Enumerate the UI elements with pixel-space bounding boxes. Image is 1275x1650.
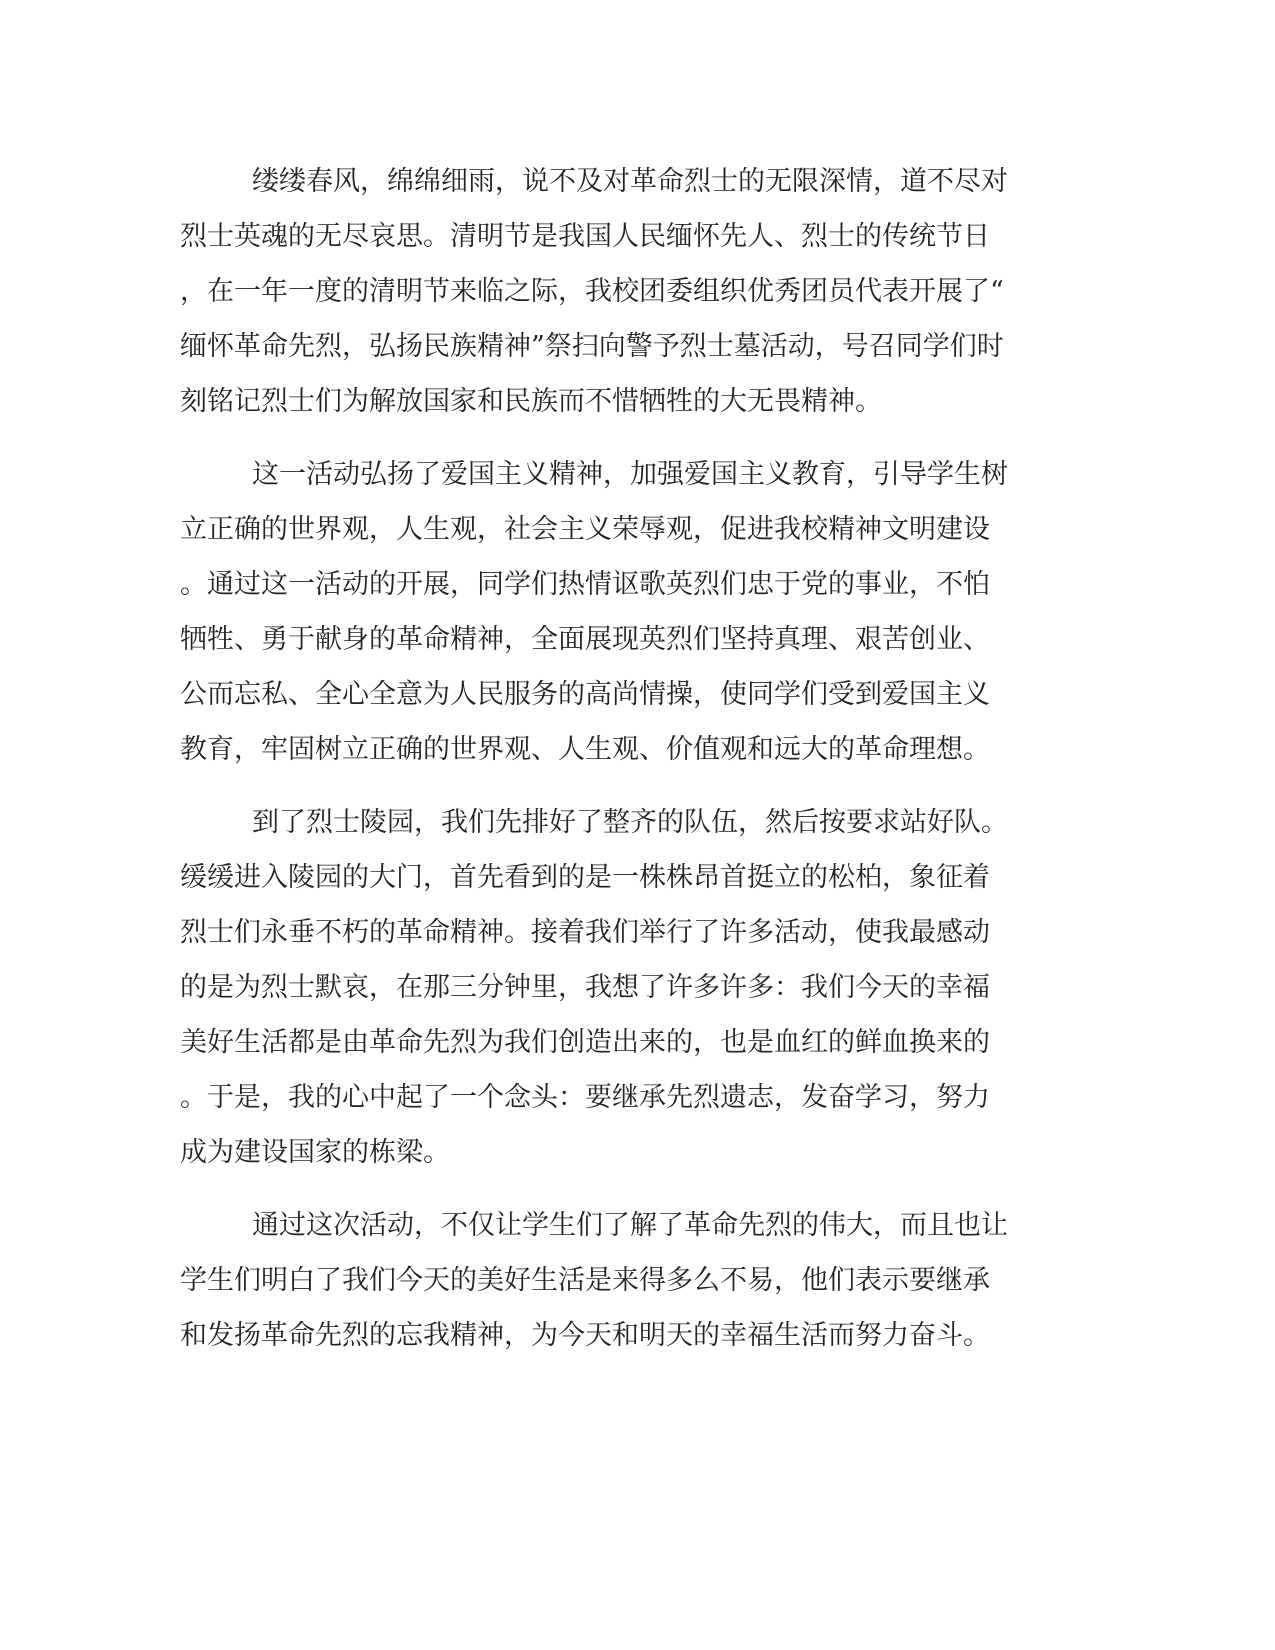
paragraph-3-line-3: 烈士们永垂不朽的革命精神。接着我们举行了许多活动，使我最感动 [180,917,990,948]
paragraph-3-line-7: 成为建设国家的栋梁。 [180,1137,450,1168]
paragraph-2-line-2: 立正确的世界观，人生观，社会主义荣辱观，促进我校精神文明建设 [180,514,990,545]
paragraph-3-line-6: 。于是，我的心中起了一个念头：要继承先烈遗志，发奋学习，努力 [180,1082,990,1113]
paragraph-2-line-6: 教育，牢固树立正确的世界观、人生观、价值观和远大的革命理想。 [180,734,990,765]
paragraph-1-line-4: 缅怀革命先烈，弘扬民族精神”祭扫向警予烈士墓活动，号召同学们时 [180,331,1004,362]
paragraph-1-line-2: 烈士英魂的无尽哀思。清明节是我国人民缅怀先人、烈士的传统节日 [180,221,990,252]
paragraph-2-line-5: 公而忘私、全心全意为人民服务的高尚情操，使同学们受到爱国主义 [180,679,990,710]
paragraph-2-line-1: 这一活动弘扬了爱国主义精神，加强爱国主义教育，引导学生树 [252,459,1008,490]
paragraph-3-line-4: 的是为烈士默哀，在那三分钟里，我想了许多许多：我们今天的幸福 [180,972,990,1003]
paragraph-1-line-1: 缕缕春风，绵绵细雨，说不及对革命烈士的无限深情，道不尽对 [252,166,1008,197]
paragraph-1-line-3: ，在一年一度的清明节来临之际，我校团委组织优秀团员代表开展了“ [180,276,1004,307]
paragraph-4-line-3: 和发扬革命先烈的忘我精神，为今天和明天的幸福生活而努力奋斗。 [180,1320,990,1351]
paragraph-1-line-5: 刻铭记烈士们为解放国家和民族而不惜牺牲的大无畏精神。 [180,386,882,417]
paragraph-3-line-1: 到了烈士陵园，我们先排好了整齐的队伍，然后按要求站好队。 [252,807,1008,838]
paragraph-4-line-2: 学生们明白了我们今天的美好生活是来得多么不易，他们表示要继承 [180,1265,990,1296]
paragraph-3-line-2: 缓缓进入陵园的大门，首先看到的是一株株昂首挺立的松柏，象征着 [180,862,990,893]
paragraph-2-line-4: 牺牲、勇于献身的革命精神，全面展现英烈们坚持真理、艰苦创业、 [180,624,990,655]
paragraph-4-line-1: 通过这次活动，不仅让学生们了解了革命先烈的伟大，而且也让 [252,1210,1008,1241]
paragraph-2-line-3: 。通过这一活动的开展，同学们热情讴歌英烈们忠于党的事业，不怕 [180,569,990,600]
paragraph-3-line-5: 美好生活都是由革命先烈为我们创造出来的，也是血红的鲜血换来的 [180,1027,990,1058]
